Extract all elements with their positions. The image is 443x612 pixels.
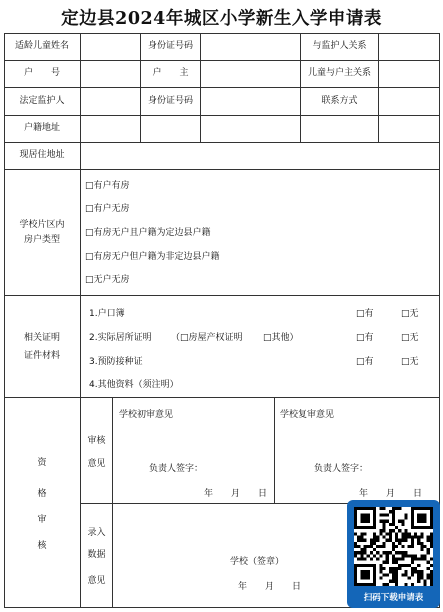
rule (200, 33, 201, 142)
school-initial-review-label: 学校初审意见 (119, 410, 174, 420)
form-title: 定边县2024年城区小学新生入学申请表 (61, 9, 382, 29)
property-cert-checkbox[interactable]: （□房屋产权证明 (171, 333, 243, 343)
rule (4, 60, 440, 61)
rule (4, 397, 440, 398)
material-item: 3.预防接种证 (89, 357, 143, 367)
entry-label: 意见 (87, 576, 106, 586)
review-date: 年 月 日 (359, 489, 423, 499)
material-no-checkbox[interactable]: □无 (401, 309, 419, 319)
id-number-label: 身份证号码 (147, 41, 193, 51)
housing-option[interactable]: □有房无户且户籍为定边县户籍 (85, 228, 211, 238)
signer-label: 负责人签字： (149, 464, 204, 474)
housing-option[interactable]: □无户无房 (85, 275, 130, 285)
material-no-checkbox[interactable]: □无 (401, 357, 419, 367)
school-seal-label: 学校（签章） (230, 557, 285, 567)
materials-label-2: 证件材料 (23, 351, 60, 361)
application-form (4, 33, 440, 608)
housing-option[interactable]: □有户有房 (85, 181, 130, 191)
child-head-relation-label: 儿童与户主关系 (307, 68, 371, 78)
rule (4, 169, 440, 170)
signer-label: 负责人签字： (314, 464, 369, 474)
rule (4, 142, 440, 143)
material-yes-checkbox[interactable]: □有 (356, 357, 374, 367)
qr-code-icon (354, 507, 433, 586)
entry-label: 数据 (87, 550, 106, 560)
guardian-relation-label: 与监护人关系 (312, 41, 367, 51)
household-label: 户 号 (23, 68, 60, 78)
material-item: 2.实际居所证明 (89, 333, 152, 343)
head-of-household-label: 户 主 (152, 68, 189, 78)
housing-option[interactable]: □有户无房 (85, 204, 130, 214)
other-proof-checkbox[interactable]: □其他） (263, 333, 299, 343)
material-item: 1.户口簿 (89, 309, 125, 319)
child-name-label: 适龄儿童姓名 (14, 41, 69, 51)
guardian-label: 法定监护人 (19, 96, 65, 106)
entry-date: 年 月 日 (238, 582, 302, 592)
housing-type-label-2: 房户类型 (23, 235, 60, 245)
entry-label: 录入 (87, 528, 106, 538)
current-address-label: 现居住地址 (19, 150, 65, 160)
guardian-id-label: 身份证号码 (147, 96, 193, 106)
rule (378, 33, 379, 142)
review-label-char: 资 (37, 458, 47, 468)
rule (4, 87, 440, 88)
material-yes-checkbox[interactable]: □有 (356, 333, 374, 343)
school-re-review-label: 学校复审意见 (280, 410, 335, 420)
review-label-char: 格 (37, 489, 47, 499)
housing-option[interactable]: □有房无户但户籍为非定边县户籍 (85, 252, 220, 262)
rule (4, 115, 440, 116)
opinion-label: 意见 (87, 459, 106, 469)
qr-download-badge[interactable] (347, 500, 440, 608)
material-no-checkbox[interactable]: □无 (401, 333, 419, 343)
rule (80, 33, 81, 608)
housing-type-label-1: 学校片区内 (19, 220, 65, 230)
review-label-char: 审 (37, 515, 47, 525)
qr-download-label: 扫码下载申请表 (363, 593, 424, 603)
materials-label-1: 相关证明 (23, 333, 60, 343)
rule (274, 397, 275, 503)
review-label-char: 核 (37, 541, 47, 551)
material-yes-checkbox[interactable]: □有 (356, 309, 374, 319)
review-date: 年 月 日 (204, 489, 268, 499)
rule (112, 397, 113, 608)
contact-label: 联系方式 (321, 96, 358, 106)
material-item: 4.其他资料（须注明） (89, 380, 179, 390)
rule (4, 295, 440, 296)
household-address-label: 户籍地址 (23, 123, 60, 133)
opinion-label: 审核 (87, 436, 106, 446)
